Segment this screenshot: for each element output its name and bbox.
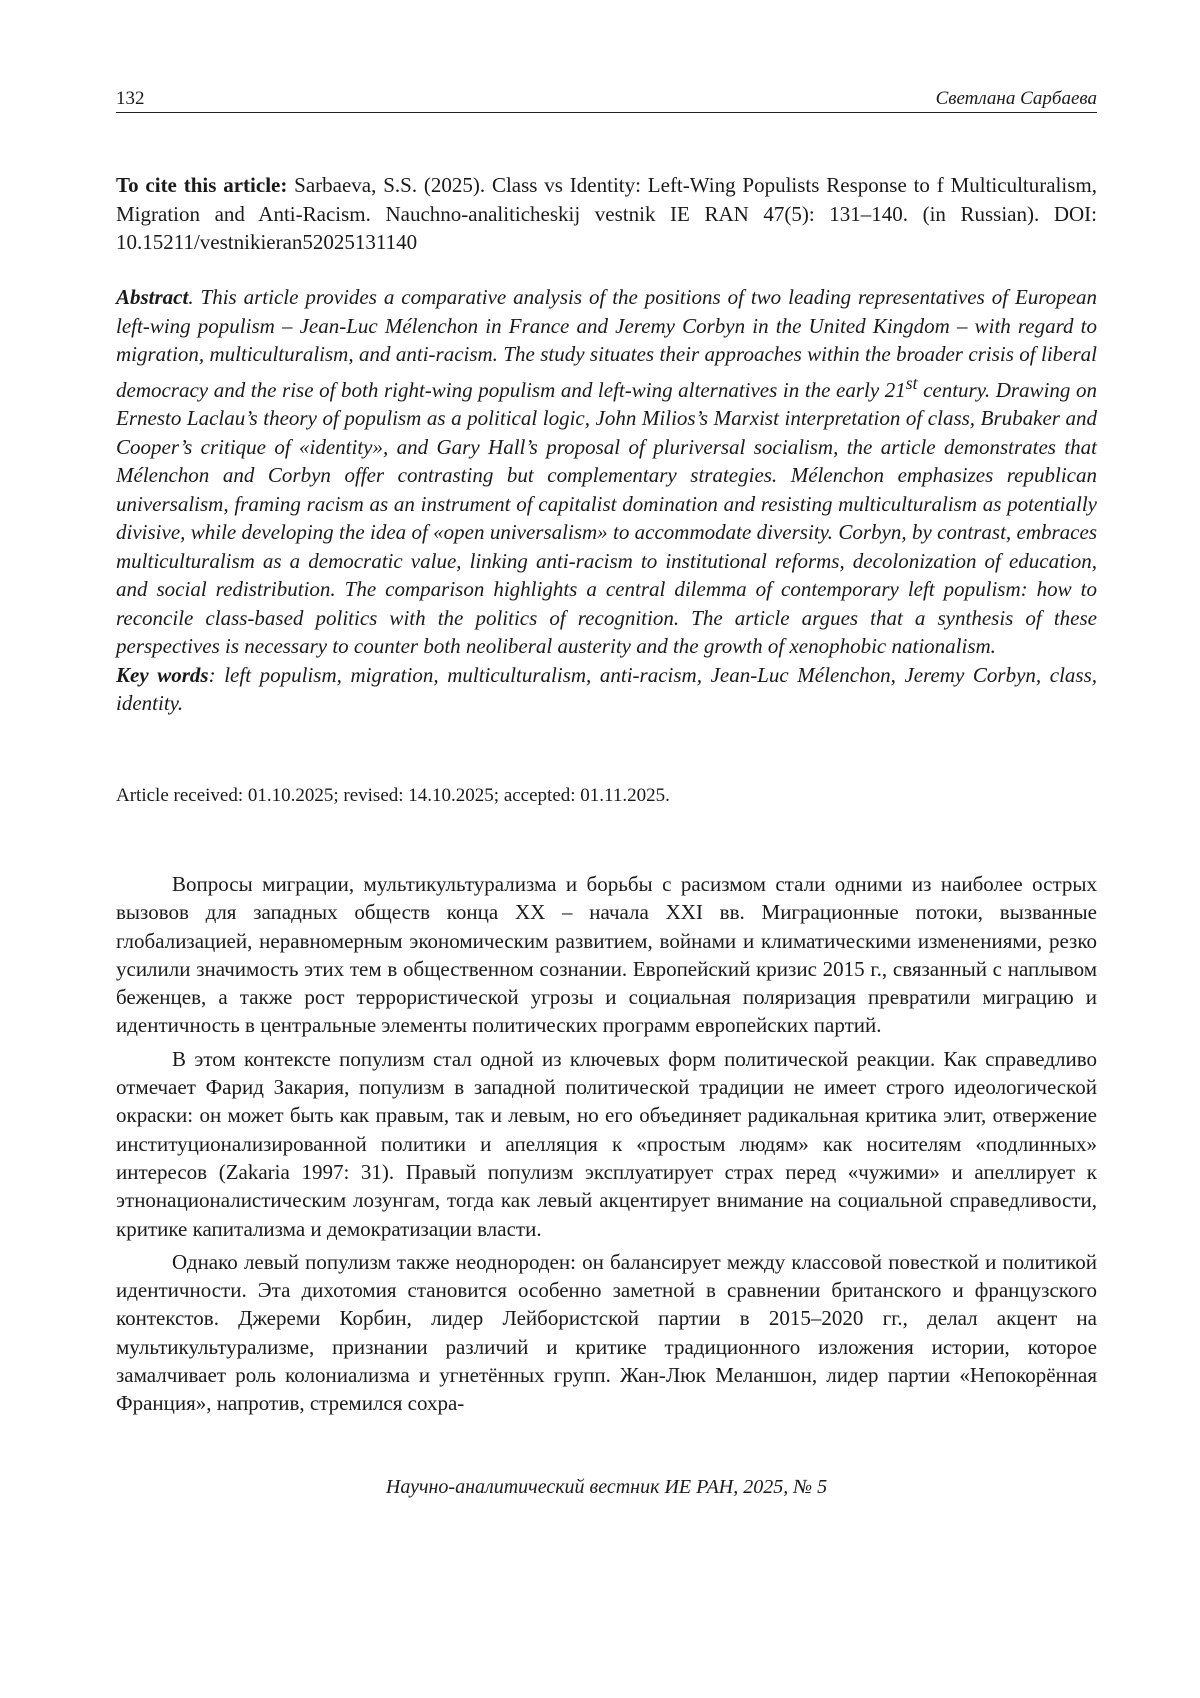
page-number: 132 <box>116 88 145 109</box>
abstract-block <box>116 283 1097 718</box>
keywords-label: Key words <box>116 662 209 687</box>
citation-text: Sarbaeva, S.S. (2025). Class vs Identity: Left-Wing Populists Response to f Multiculturalism, Migration and Anti-Racism. Nauchno-analiticheskij vestnik IE RAN 47(5): 131–140. (in Russian). DOI: 10.15211/vestnikieran52025131140 <box>116 173 1097 254</box>
article-body <box>116 870 1097 1423</box>
body-paragraph: В этом контексте популизм стал одной из ключевых форм политической реакции. Как справедливо отмечает Фарид Закария, популизм в западной политической традиции не имеет строго идеологической окраски: он может быть как правым, так и левым, но его объединяет радикальная критика элит, отвержение институционализированной политики и апелляция к «простым людям» как носителям «подлинных» интересов (Zakaria 1997: 31). Правый популизм эксплуатирует страх перед «чужими» и апеллирует к этнонационалистическим лозунгам, тогда как левый акцентирует внимание на социальной справедливости, критике капитализма и демократизации власти. <box>116 1046 1097 1241</box>
abstract-text-part1: . This article provides a comparative analysis of the positions of two leading representatives of European left-wing populism – Jean-Luc Mélenchon in France and Jeremy Corbyn in the United Kingdom – with regard to migration, multiculturalism, and anti-racism. The study situates their approaches within the broader crisis of liberal democracy and the rise of both right-wing populism and left-wing alternatives in the early 21 <box>116 285 1097 402</box>
citation-block <box>116 171 1097 257</box>
keywords-line <box>116 661 1097 718</box>
citation-label: To cite this article: <box>116 173 288 197</box>
abstract-text-part2: century. Drawing on Ernesto Laclau’s theory of populism as a political logic, John Milios’s Marxist interpretation of class, Brubaker and Cooper’s critique of «identity», and Gary Hall’s proposal of pluriversal socialism, the article demonstrates that Mélenchon and Corbyn offer contrasting but complementary strategies. Mélenchon emphasizes republican universalism, framing racism as an instrument of capitalist domination and resisting multiculturalism as potentially divisive, while developing the idea of «open universalism» to accommodate diversity. Corbyn, by contrast, embraces multiculturalism as a democratic value, linking anti-racism to institutional reforms, decolonization of education, and social redistribution. The comparison highlights a central dilemma of contemporary left populism: how to reconcile class-based politics with the politics of recognition. The article argues that a synthesis of these perspectives is necessary to counter both neoliberal austerity and the growth of xenophobic nationalism. <box>116 377 1097 658</box>
article-dates: Article received: 01.10.2025; revised: 14.10.2025; accepted: 01.11.2025. <box>116 785 670 806</box>
keywords-text: : left populism, migration, multiculturalism, anti-racism, Jean-Luc Mélenchon, Jeremy Corbyn, class, identity. <box>116 662 1097 715</box>
body-paragraph: Однако левый популизм также неоднороден: он балансирует между классовой повесткой и политикой идентичности. Эта дихотомия становится особенно заметной в сравнении британского и французского контекстов. Джереми Корбин, лидер Лейбористской партии в 2015–2020 гг., делал акцент на мультикультурализме, признании различий и критике традиционного изложения истории, которое замалчивает роль колониализма и угнетённых групп. Жан-Люк Меланшон, лидер партии «Непокорённая Франция», напротив, стремился сохра- <box>116 1249 1097 1416</box>
running-head <box>116 84 1097 113</box>
abstract-label: Abstract <box>116 285 189 309</box>
body-paragraph: Вопросы миграции, мультикультурализма и борьбы с расизмом стали одними из наиболее острых вызовов для западных обществ конца XX – начала XXI вв. Миграционные потоки, вызванные глобализацией, неравномерным экономическим развитием, войнами и климатическими изменениями, резко усилили значимость этих тем в общественном сознании. Европейский кризис 2015 г., связанный с наплывом беженцев, а также рост террористической угрозы и социальная поляризация превратили миграцию и идентичность в центральные элементы политических программ европейских партий. <box>116 872 1097 1038</box>
running-head-author: Светлана Сарбаева <box>935 88 1097 109</box>
document-page <box>116 0 1097 1698</box>
journal-footer: Научно-аналитический вестник ИЕ РАН, 2025, № 5 <box>385 1476 828 1498</box>
abstract-superscript: st <box>905 372 918 393</box>
